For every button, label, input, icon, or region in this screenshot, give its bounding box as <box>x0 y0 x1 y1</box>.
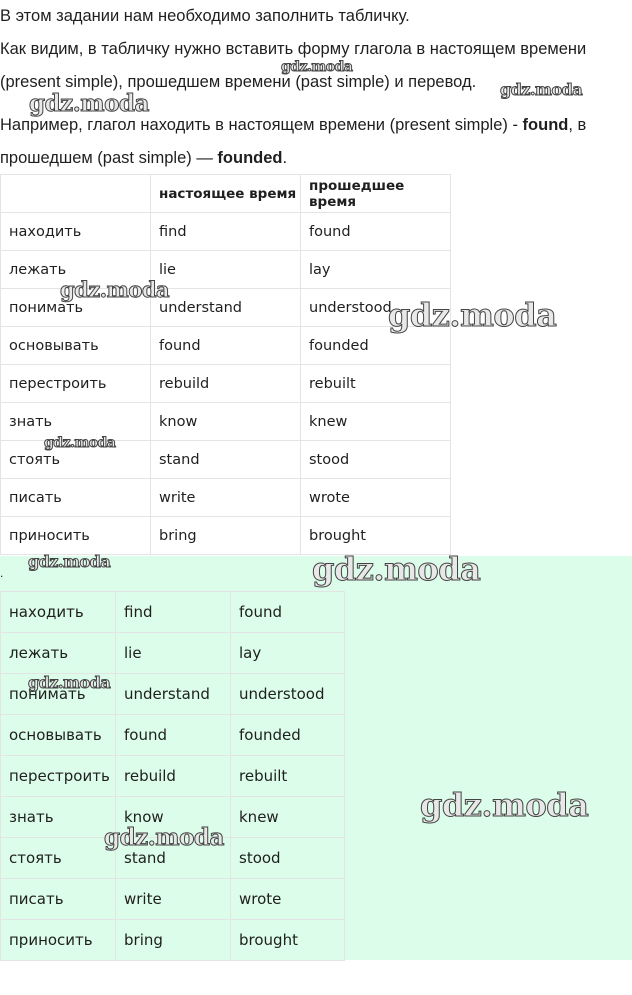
table-header-row <box>1 175 451 213</box>
table-cell: перестроить <box>1 365 151 403</box>
table-row <box>1 920 345 961</box>
table-cell: писать <box>1 479 151 517</box>
table-row <box>1 879 345 920</box>
table-cell: находить <box>1 592 116 633</box>
header-cell: прошедшее время <box>301 175 451 213</box>
table-cell: founded <box>301 327 451 365</box>
table-cell: lie <box>116 633 231 674</box>
table-cell: понимать <box>1 289 151 327</box>
watermark: gdz.moda <box>44 435 116 451</box>
watermark: gdz.moda <box>312 550 481 588</box>
table-row <box>1 756 345 797</box>
table-cell: знать <box>1 403 151 441</box>
table-cell: rebuild <box>116 756 231 797</box>
table-cell: stand <box>116 838 231 879</box>
table-cell: found <box>231 592 345 633</box>
example-line-1: Например, глагол находить в настоящем времени (present simple) - found, в <box>0 116 587 134</box>
watermark: gdz.moda <box>500 80 583 99</box>
table-row <box>1 715 345 756</box>
table-cell: стоять <box>1 441 151 479</box>
watermark: gdz.moda <box>29 90 149 117</box>
table-cell: founded <box>231 715 345 756</box>
intro-line-2: Как видим, в табличку нужно вставить форму глагола в настоящем времени <box>0 40 587 58</box>
intro-line-3: (present simple), прошедшем времени (past simple) и перевод. <box>0 73 477 91</box>
header-cell: настоящее время <box>151 175 301 213</box>
watermark: gdz.moda <box>388 296 557 334</box>
table-cell: лежать <box>1 251 151 289</box>
example-present-form: found <box>522 116 569 134</box>
table-row <box>1 592 345 633</box>
table-cell: rebuilt <box>231 756 345 797</box>
table-cell: лежать <box>1 633 116 674</box>
table-cell: stood <box>301 441 451 479</box>
table-cell: find <box>116 592 231 633</box>
table-cell: brought <box>301 517 451 555</box>
table-cell: wrote <box>231 879 345 920</box>
table-cell: knew <box>231 797 345 838</box>
table-row <box>1 365 451 403</box>
table-cell: rebuild <box>151 365 301 403</box>
table-cell: понимать <box>1 674 116 715</box>
intro-line-1: В этом задании нам необходимо заполнить табличку. <box>0 7 410 25</box>
table-cell: wrote <box>301 479 451 517</box>
table-cell: основывать <box>1 715 116 756</box>
table-cell: находить <box>1 213 151 251</box>
watermark: gdz.moda <box>281 59 353 75</box>
table-cell: bring <box>151 517 301 555</box>
table-cell: stood <box>231 838 345 879</box>
header-cell <box>1 175 151 213</box>
table-cell: know <box>151 403 301 441</box>
table-row <box>1 633 345 674</box>
table-cell: stand <box>151 441 301 479</box>
table-cell: lay <box>301 251 451 289</box>
answer-table <box>0 591 345 961</box>
table-cell: know <box>116 797 231 838</box>
table-cell: knew <box>301 403 451 441</box>
table-cell: rebuilt <box>301 365 451 403</box>
watermark: gdz.moda <box>28 673 111 692</box>
table-cell: основывать <box>1 327 151 365</box>
verb-forms-table <box>0 174 451 555</box>
example-past-form: founded <box>217 149 283 167</box>
table-cell: found <box>301 213 451 251</box>
table-cell: перестроить <box>1 756 116 797</box>
watermark: gdz.moda <box>104 824 224 851</box>
watermark: gdz.moda <box>28 552 111 571</box>
table-cell: understood <box>301 289 451 327</box>
watermark: gdz.moda <box>60 277 170 302</box>
table-cell: приносить <box>1 920 116 961</box>
table-cell: find <box>151 213 301 251</box>
table-row <box>1 479 451 517</box>
separator-dot: . <box>0 566 4 580</box>
table-cell: write <box>116 879 231 920</box>
table-cell: приносить <box>1 517 151 555</box>
table-cell: understand <box>151 289 301 327</box>
table-row <box>1 327 451 365</box>
table-row <box>1 517 451 555</box>
watermark: gdz.moda <box>420 786 589 824</box>
table-cell: write <box>151 479 301 517</box>
table-cell: found <box>116 715 231 756</box>
table-cell: understood <box>231 674 345 715</box>
table-cell: brought <box>231 920 345 961</box>
table-cell: писать <box>1 879 116 920</box>
table-cell: lie <box>151 251 301 289</box>
table-cell: стоять <box>1 838 116 879</box>
example-line-2: прошедшем (past simple) — founded. <box>0 149 288 167</box>
table-cell: lay <box>231 633 345 674</box>
table-cell: bring <box>116 920 231 961</box>
table-row <box>1 213 451 251</box>
table-cell: understand <box>116 674 231 715</box>
table-cell: found <box>151 327 301 365</box>
table-cell: знать <box>1 797 116 838</box>
